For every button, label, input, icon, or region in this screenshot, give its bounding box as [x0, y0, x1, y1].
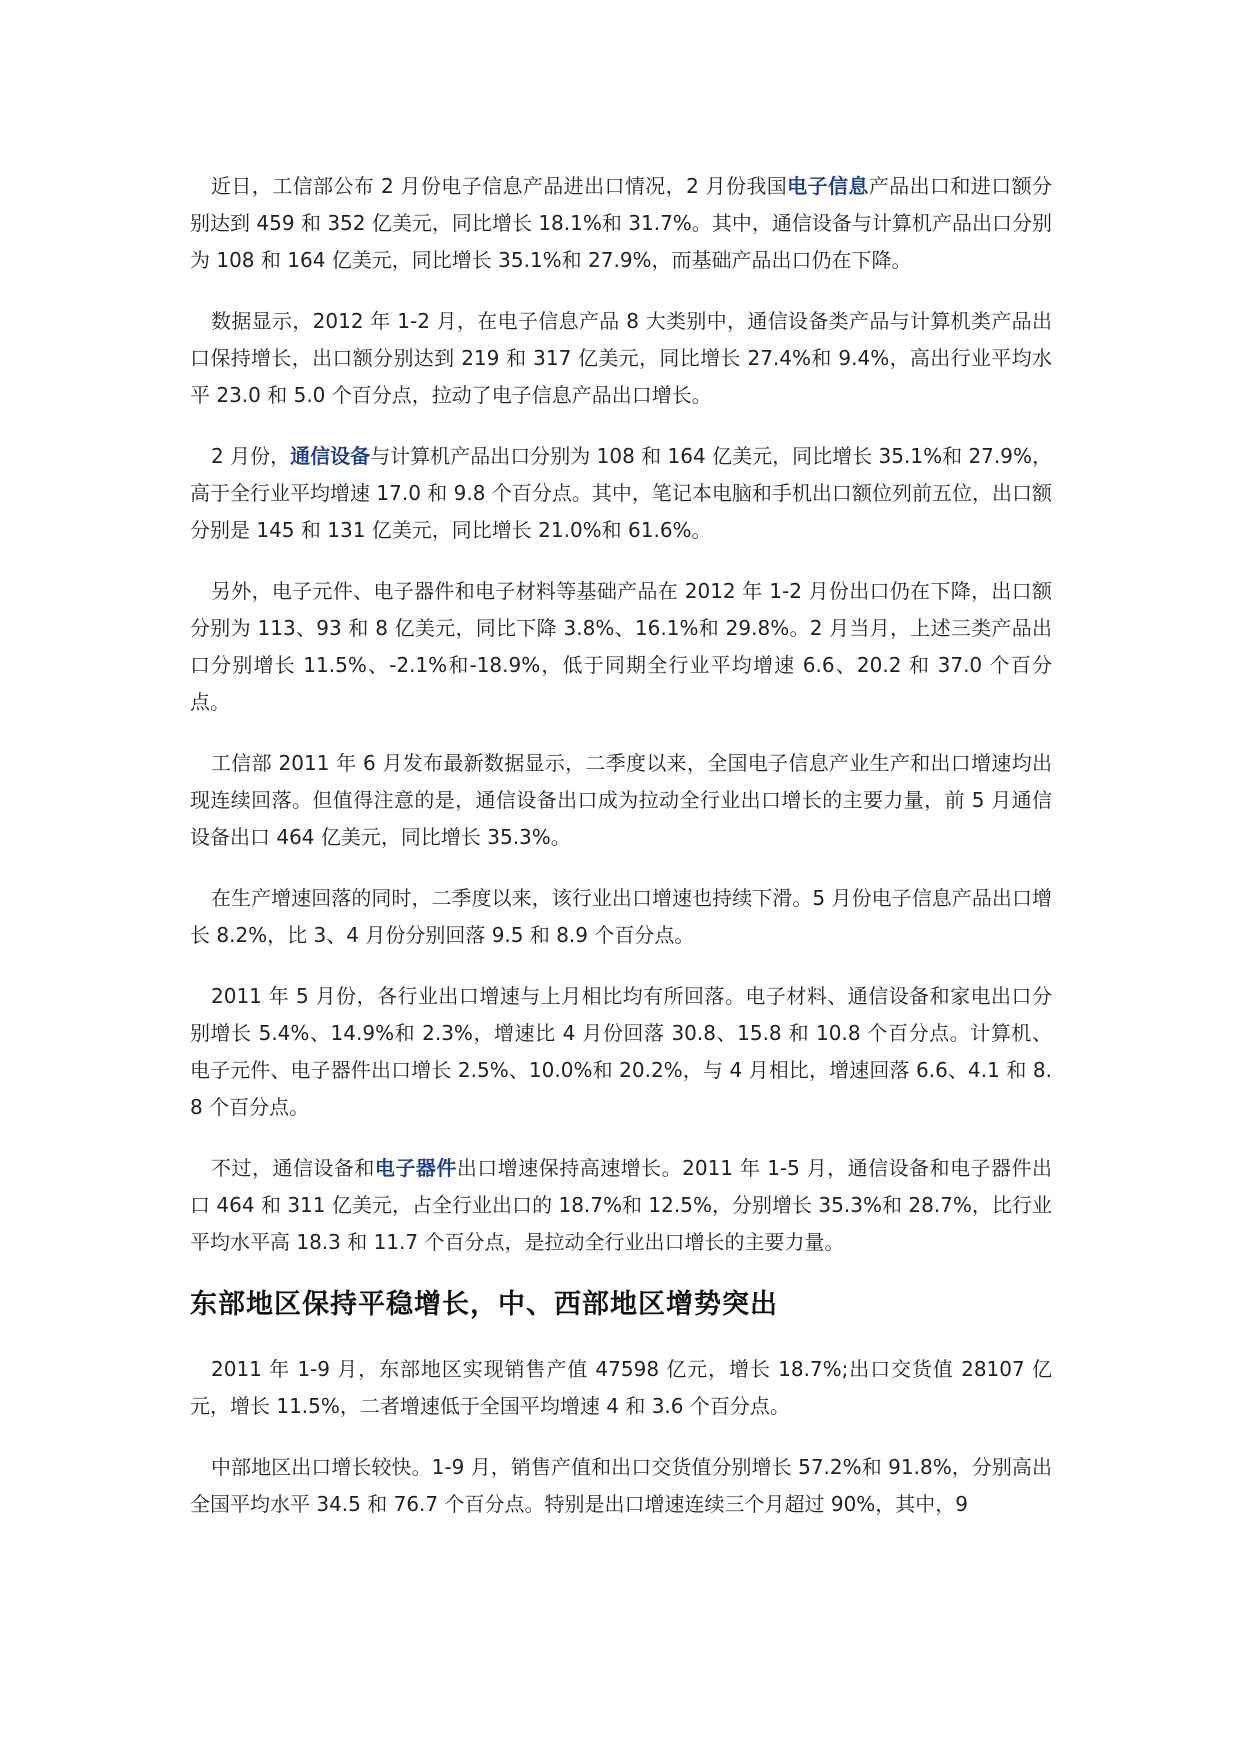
paragraph-5: [190, 745, 1052, 856]
paragraph-4-text: 另外，电子元件、电子器件和电子材料等基础产品在 2012 年 1-2 月份出口仍在下降，出口额分别为 113、93 和 8 亿美元，同比下降 3.8%、16.1%和 29.8%。2 月当月，上述三类产品出口分别增长 11.5%、-2.1%和-18.9%，低于同期全行业平均增速 6.6、20.2 和 37.0 个百分点。: [190, 579, 1052, 714]
paragraph-4: [190, 573, 1052, 721]
paragraph-6: [190, 880, 1052, 954]
paragraph-10-text: 中部地区出口增长较快。1-9 月，销售产值和出口交货值分别增长 57.2%和 91.8%，分别高出全国平均水平 34.5 和 76.7 个百分点。特别是出口增速连续三个月超过 90%，其中，9: [190, 1455, 1052, 1516]
paragraph-8: [190, 1150, 1052, 1261]
paragraph-2: [190, 303, 1052, 414]
section-heading: 东部地区保持平稳增长，中、西部地区增势突出: [190, 1289, 778, 1320]
paragraph-6-text: 在生产增速回落的同时，二季度以来，该行业出口增速也持续下滑。5 月份电子信息产品出口增长 8.2%，比 3、4 月份分别回落 9.5 和 8.9 个百分点。: [190, 886, 1052, 947]
document-body: [190, 168, 1052, 1547]
paragraph-9-text: 2011 年 1-9 月，东部地区实现销售产值 47598 亿元，增长 18.7%;出口交货值 28107 亿元，增长 11.5%，二者增速低于全国平均增速 4 和 3.6 个百分点。: [190, 1357, 1052, 1418]
link-electronic-info[interactable]: 电子信息: [787, 174, 869, 198]
paragraph-7-text: 2011 年 5 月份，各行业出口增速与上月相比均有所回落。电子材料、通信设备和家电出口分别增长 5.4%、14.9%和 2.3%，增速比 4 月份回落 30.8、15.8 和 10.8 个百分点。计算机、电子元件、电子器件出口增长 2.5%、10.0%和 20.2%，与 4 月相比，增速回落 6.6、4.1 和 8.8 个百分点。: [190, 984, 1052, 1119]
link-electronic-devices[interactable]: 电子器件: [374, 1156, 457, 1180]
paragraph-3-text-a: 2 月份，: [211, 444, 291, 468]
paragraph-3: [190, 438, 1052, 549]
paragraph-1-text-a: 近日，工信部公布 2 月份电子信息产品进出口情况，2 月份我国: [211, 174, 788, 198]
paragraph-10: [190, 1449, 1052, 1523]
paragraph-1: [190, 168, 1052, 279]
paragraph-5-text: 工信部 2011 年 6 月发布最新数据显示，二季度以来，全国电子信息产业生产和出口增速均出现连续回落。但值得注意的是，通信设备出口成为拉动全行业出口增长的主要力量，前 5 月通信设备出口 464 亿美元，同比增长 35.3%。: [190, 751, 1052, 849]
link-telecom-equipment[interactable]: 通信设备: [290, 444, 371, 468]
paragraph-8-text-b: 出口增速保持高速增长。2011 年 1-5 月，通信设备和电子器件出口 464 和 311 亿美元，占全行业出口的 18.7%和 12.5%，分别增长 35.3%和 28.7%，比行业平均水平高 18.3 和 11.7 个百分点，是拉动全行业出口增长的主要力量。: [190, 1156, 1053, 1254]
paragraph-7: [190, 978, 1052, 1126]
paragraph-1-text-b: 产品出口和进口额分别达到 459 和 352 亿美元，同比增长 18.1%和 31.7%。其中，通信设备与计算机产品出口分别为 108 和 164 亿美元，同比增长 35.1%和 27.9%，而基础产品出口仍在下降。: [190, 174, 1052, 272]
paragraph-3-text-b: 与计算机产品出口分别为 108 和 164 亿美元，同比增长 35.1%和 27.9%，高于全行业平均增速 17.0 和 9.8 个百分点。其中，笔记本电脑和手机出口额位列前五位，出口额分别是 145 和 131 亿美元，同比增长 21.0%和 61.6%。: [190, 444, 1053, 542]
paragraph-2-text: 数据显示，2012 年 1-2 月，在电子信息产品 8 大类别中，通信设备类产品与计算机类产品出口保持增长，出口额分别达到 219 和 317 亿美元，同比增长 27.4%和 9.4%，高出行业平均水平 23.0 和 5.0 个百分点，拉动了电子信息产品出口增长。: [190, 309, 1052, 407]
paragraph-8-text-a: 不过，通信设备和: [211, 1156, 375, 1180]
paragraph-9: [190, 1351, 1052, 1425]
